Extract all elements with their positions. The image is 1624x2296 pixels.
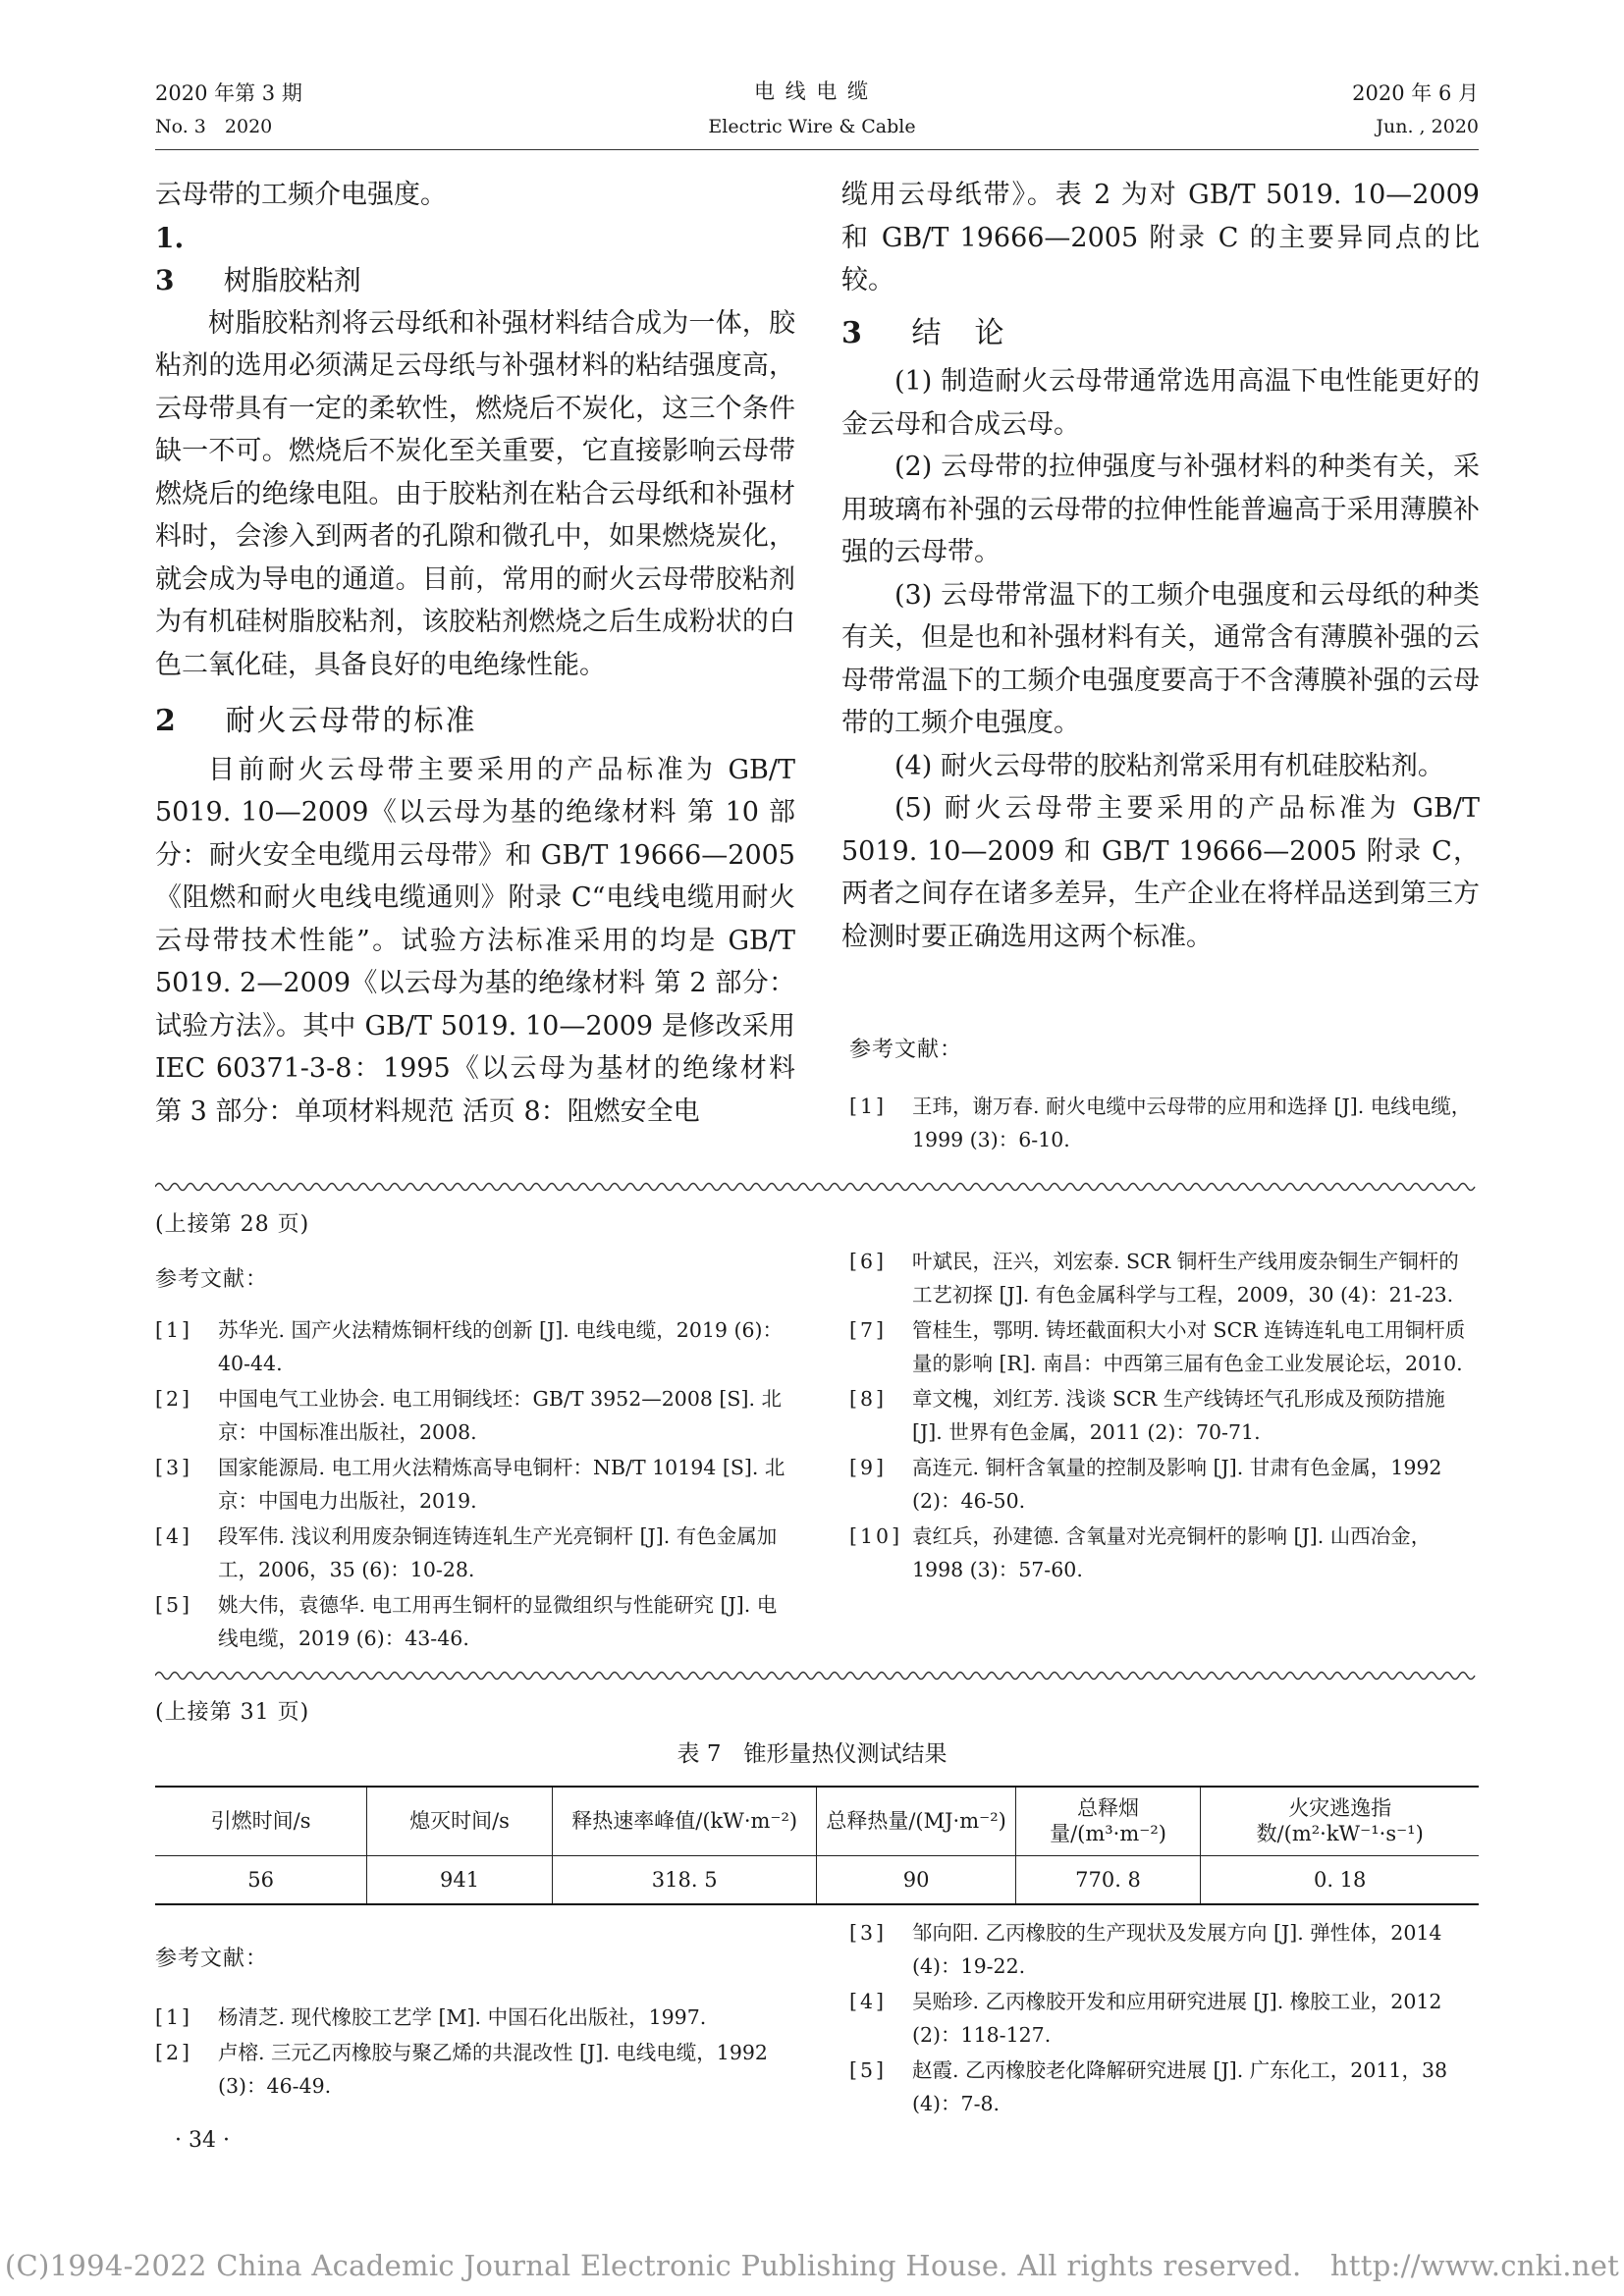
section-title: 树脂胶粘剂: [223, 264, 361, 296]
header-issue-cn: 2020 年第 3 期: [155, 81, 302, 105]
section-number: 2: [155, 704, 178, 738]
reference-item: [155, 2036, 793, 2103]
reference-item: [849, 1451, 1478, 1518]
paragraph-standards: 目前耐火云母带主要采用的产品标准为 GB/T 5019. 10—2009《以云母为基的绝缘材料 第 10 部分：耐火安全电缆用云母带》和 GB/T 19666—2005《阻燃和耐火电线电缆通则》附录 C“电线电缆用耐火云母带技术性能”。试验方法标准采用的均是 GB/T 5019. 2—2009《以云母为基的绝缘材料 第 2 部分：试验方法》。其中 GB/T 5019. 10—2009 是修改采用 IEC 60371-3-8：1995《以云母为基材的绝缘材料 第 3 部分：单项材料规范 活页 8：阻燃安全电: [155, 754, 795, 1127]
reference-item: [849, 1382, 1478, 1449]
reference-item: [155, 1451, 793, 1518]
right-column: [841, 174, 1480, 958]
reference-item: [849, 2054, 1478, 2120]
reference-number: [2]: [155, 1387, 193, 1411]
table-cell: 770. 8: [1015, 1855, 1201, 1904]
section-number: 3: [841, 315, 864, 350]
conclusion-3: (3) 云母带常温下的工频介电强度和云母纸的种类有关，但是也和补强材料有关，通常含有薄膜补强的云母带常温下的工频介电强度要高于不含薄膜补强的云母带的工频介电强度。: [841, 579, 1480, 738]
wavy-divider: [155, 1669, 1479, 1682]
reference-text: 国家能源局. 电工用火法精炼高导电铜杆：NB/T 10194 [S]. 北京：中国电力出版社，2019.: [218, 1456, 785, 1513]
table-cell: 318. 5: [552, 1855, 817, 1904]
table-cell: 90: [817, 1855, 1015, 1904]
table-cell: 941: [367, 1855, 553, 1904]
references-list-31-right: [849, 1916, 1478, 2122]
reference-number: [1]: [155, 1318, 193, 1342]
reference-number: [10]: [849, 1524, 903, 1548]
reference-item: [155, 1520, 793, 1586]
header-rule: [155, 149, 1479, 150]
table-row: [155, 1855, 1479, 1904]
reference-text: 姚大伟，袁德华. 电工用再生铜杆的显微组织与性能研究 [J]. 电线电缆，2019 (6)：43-46.: [218, 1593, 778, 1650]
table-7-title: 表 7 锥形量热仪测试结果: [677, 1741, 947, 1767]
reference-text: 章文槐，刘红芳. 浅谈 SCR 生产线铸坯气孔形成及预防措施 [J]. 世界有色金属，2011 (2)：70-71.: [912, 1387, 1445, 1444]
reference-text: 袁红兵，孙建德. 含氧量对光亮铜杆的影响 [J]. 山西冶金，1998 (3)：57-60.: [912, 1524, 1432, 1581]
reference-text: 卢榕. 三元乙丙橡胶与聚乙烯的共混改性 [J]. 电线电缆，1992 (3)：46-49.: [218, 2041, 768, 2098]
paragraph-adhesive: 树脂胶粘剂将云母纸和补强材料结合成为一体，胶粘剂的选用必须满足云母纸与补强材料的粘结强度高，云母带具有一定的柔软性，燃烧后不炭化，这三个条件缺一不可。燃烧后不炭化至关重要，它直接影响云母带燃烧后的绝缘电阻。由于胶粘剂在粘合云母纸和补强材料时，会渗入到两者的孔隙和微孔中，如果燃烧炭化，就会成为导电的通道。目前，常用的耐火云母带胶粘剂为有机硅树脂胶粘剂，该胶粘剂燃烧之后生成粉状的白色二氧化硅，具备良好的电绝缘性能。: [155, 307, 795, 680]
left-column: [155, 174, 795, 1133]
references-list-28-left: [155, 1313, 793, 1657]
reference-number: [9]: [849, 1456, 888, 1479]
conclusion-2: (2) 云母带的拉伸强度与补强材料的种类有关，采用玻璃布补强的云母带的拉伸性能普遍高于采用薄膜补强的云母带。: [841, 452, 1480, 567]
journal-title-en: Electric Wire & Cable: [708, 116, 916, 137]
references-list-28-right: [849, 1245, 1478, 1588]
column-header: 释热速率峰值/(kW·m⁻²): [552, 1787, 817, 1855]
copyright-footer: (C)1994-2022 China Academic Journal Electronic Publishing House. All rights reserved. http://www.cnki.net: [4, 2249, 1620, 2282]
column-header: 火灾逃逸指数/(m²·kW⁻¹·s⁻¹): [1201, 1787, 1479, 1855]
column-header: 引燃时间/s: [155, 1787, 367, 1855]
reference-item: [849, 1985, 1478, 2052]
table-cell: 56: [247, 1867, 274, 1892]
journal-title-cn: 电 线 电 缆: [753, 80, 871, 103]
table-7: [155, 1786, 1479, 1905]
header-date-cn: 2020 年 6 月: [1352, 81, 1479, 105]
table-cell: 0. 18: [1201, 1855, 1479, 1904]
reference-text: 高连元. 铜杆含氧量的控制及影响 [J]. 甘肃有色金属，1992 (2)：46-50.: [912, 1456, 1442, 1513]
reference-text: 苏华光. 国产火法精炼铜杆线的创新 [J]. 电线电缆，2019 (6)：40-44.: [218, 1318, 784, 1375]
reference-number: [4]: [155, 1524, 193, 1548]
reference-number: [3]: [155, 1456, 193, 1479]
page-number: · 34 ·: [175, 2128, 230, 2153]
reference-number: [1]: [155, 2005, 193, 2029]
section-1-3-heading: [155, 217, 795, 302]
table-header-row: [155, 1787, 1479, 1855]
conclusion-1: (1) 制造耐火云母带通常选用高温下电性能更好的金云母和合成云母。: [841, 366, 1480, 440]
reference-item: [155, 1313, 793, 1380]
wavy-divider: [155, 1180, 1479, 1194]
conclusion-4: (4) 耐火云母带的胶粘剂常采用有机硅胶粘剂。: [894, 750, 1444, 781]
reference-text: 王玮，谢万春. 耐火电缆中云母带的应用和选择 [J]. 电线电缆，1999 (3)：6-10.: [912, 1095, 1472, 1151]
references-heading-31: 参考文献：: [155, 1947, 269, 1971]
reference-item: [155, 2001, 793, 2034]
references-heading: 参考文献：: [849, 1038, 963, 1062]
reference-text: 管桂生，鄂明. 铸坯截面积大小对 SCR 连铸连轧电工用铜杆质量的影响 [R]. 南昌：中西第三届有色金工业发展论坛，2010.: [912, 1318, 1466, 1375]
reference-item: [849, 1090, 1478, 1156]
reference-number: [8]: [849, 1387, 888, 1411]
reference-number: [3]: [849, 1921, 888, 1945]
continued-note-28: (上接第 28 页): [155, 1212, 310, 1237]
column-header: 熄灭时间/s: [367, 1787, 553, 1855]
reference-text: 赵霞. 乙丙橡胶老化降解研究进展 [J]. 广东化工，2011，38 (4)：7-8.: [912, 2058, 1448, 2115]
references-list: [849, 1090, 1478, 1158]
reference-item: [849, 1520, 1478, 1586]
right-continued-text: 缆用云母纸带》。表 2 为对 GB/T 5019. 10—2009 和 GB/T 19666—2005 附录 C 的主要异同点的比较。: [841, 180, 1480, 295]
reference-text: 中国电气工业协会. 电工用铜线坯：GB/T 3952—2008 [S]. 北京：中国标准出版社，2008.: [218, 1387, 782, 1444]
reference-number: [4]: [849, 1990, 888, 2013]
conclusion-5: (5) 耐火云母带主要采用的产品标准为 GB/T 5019. 10—2009 和 GB/T 19666—2005 附录 C，两者之间存在诸多差异，生产企业在将样品送到第三方检测时要正确选用这两个标准。: [841, 793, 1480, 952]
reference-item: [155, 1588, 793, 1655]
header-issue-en: No. 3 2020: [155, 116, 273, 137]
section-title: 耐火云母带的标准: [225, 704, 477, 738]
header-date-en: Jun. , 2020: [1376, 116, 1479, 137]
reference-number: [5]: [155, 1593, 193, 1617]
reference-text: 吴贻珍. 乙丙橡胶开发和应用研究进展 [J]. 橡胶工业，2012 (2)：118-127.: [912, 1990, 1442, 2047]
column-header: 总释热量/(MJ·m⁻²): [817, 1787, 1015, 1855]
reference-item: [849, 1916, 1478, 1983]
reference-number: [7]: [849, 1318, 888, 1342]
references-heading-28: 参考文献：: [155, 1267, 269, 1292]
column-header: 总释烟量/(m³·m⁻²): [1015, 1787, 1201, 1855]
reference-number: [5]: [849, 2058, 888, 2082]
reference-number: [1]: [849, 1095, 888, 1118]
section-number: 1. 3: [155, 221, 185, 296]
reference-number: [2]: [155, 2041, 193, 2064]
reference-text: 杨清芝. 现代橡胶工艺学 [M]. 中国石化出版社，1997.: [218, 2005, 707, 2029]
section-title: 结 论: [911, 315, 1006, 350]
reference-text: 邹向阳. 乙丙橡胶的生产现状及发展方向 [J]. 弹性体，2014 (4)：19-22.: [912, 1921, 1442, 1978]
left-intro-text: 云母带的工频介电强度。: [155, 180, 447, 210]
reference-item: [155, 1382, 793, 1449]
references-list-31-left: [155, 2001, 793, 2105]
reference-text: 段军伟. 浅议利用废杂铜连铸连轧生产光亮铜杆 [J]. 有色金属加工，2006，35 (6)：10-28.: [218, 1524, 778, 1581]
section-3-heading: [841, 312, 1480, 355]
reference-item: [849, 1313, 1478, 1380]
continued-note-31: (上接第 31 页): [155, 1700, 310, 1725]
reference-number: [6]: [849, 1250, 888, 1273]
reference-text: 叶斌民，汪兴，刘宏泰. SCR 铜杆生产线用废杂铜生产铜杆的工艺初探 [J]. 有色金属科学与工程，2009，30 (4)：21-23.: [912, 1250, 1459, 1307]
reference-item: [849, 1245, 1478, 1311]
section-2-heading: [155, 700, 795, 743]
